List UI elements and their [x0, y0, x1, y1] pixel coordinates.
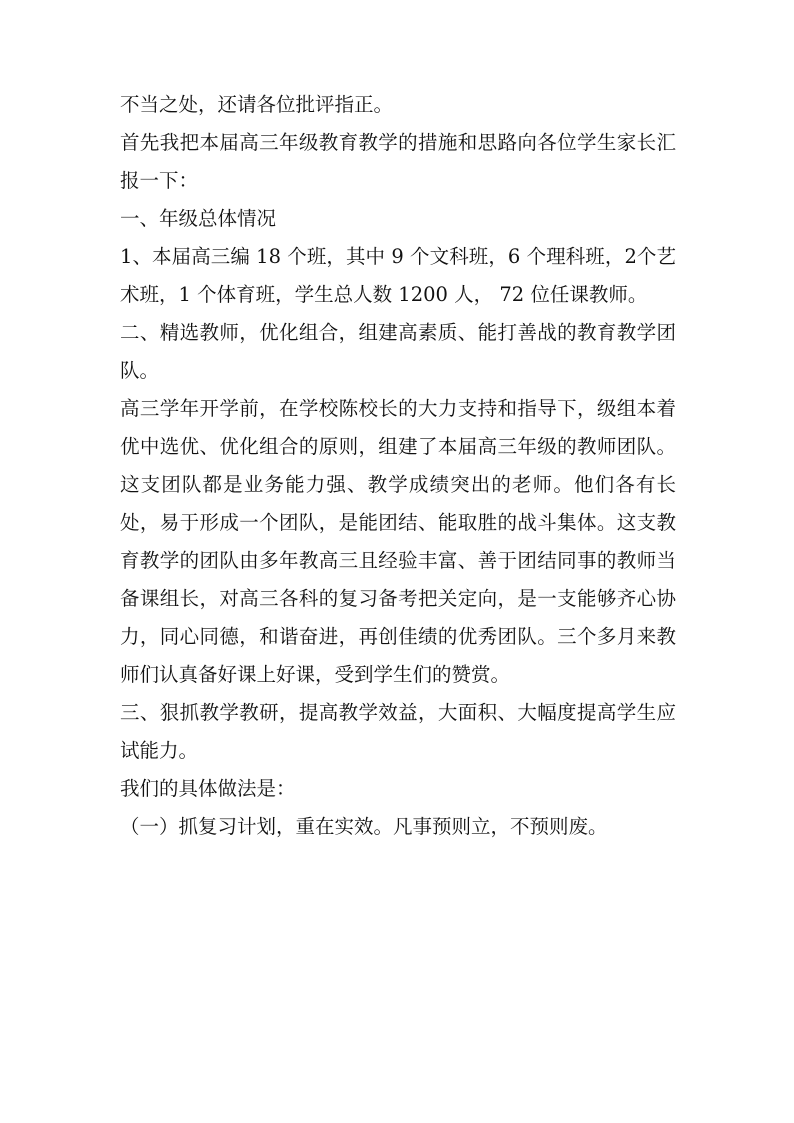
- section-heading-teaching-research: 三、狠抓教学教研，提高教学效益，大面积、大幅度提高学生应试能力。: [120, 701, 676, 762]
- paragraph-closing-remark: 不当之处，还请各位批评指正。: [120, 93, 394, 116]
- section-heading-grade-overview: 一、年级总体情况: [120, 207, 277, 230]
- paragraph-methods-intro: 我们的具体做法是：: [120, 777, 296, 800]
- section-heading-teacher-selection: 二、精选教师，优化组合，组建高素质、能打善战的教育教学团队。: [120, 321, 676, 382]
- paragraph-report-intro: 首先我把本届高三年级教育教学的措施和思路向各位学生家长汇报一下：: [120, 131, 676, 192]
- paragraph-teacher-team: 高三学年开学前，在学校陈校长的大力支持和指导下，级组本着优中选优、优化组合的原则，组建了本届高三年级的教师团队。这支团队都是业务能力强、教学成绩突出的老师。他们各有长处，易于形成一个团队，是能团结、能取胜的战斗集体。这支教育教学的团队由多年教高三且经验丰富、善于团结同事的教师当备课组长，对高三各科的复习备考把关定向，是一支能够齐心协力，同心同德，和谐奋进，再创佳绩的优秀团队。三个多月来教师们认真备好课上好课，受到学生们的赞赏。: [120, 397, 676, 686]
- document-body: [120, 86, 676, 846]
- paragraph-class-statistics: 1、本届高三编 18 个班，其中 9 个文科班，6 个理科班，2个艺术班，1 个体育班，学生总人数 1200 人， 72 位任课教师。: [120, 245, 676, 306]
- subsection-heading-review-plan: （一）抓复习计划，重在实效。凡事预则立，不预则废。: [120, 815, 608, 838]
